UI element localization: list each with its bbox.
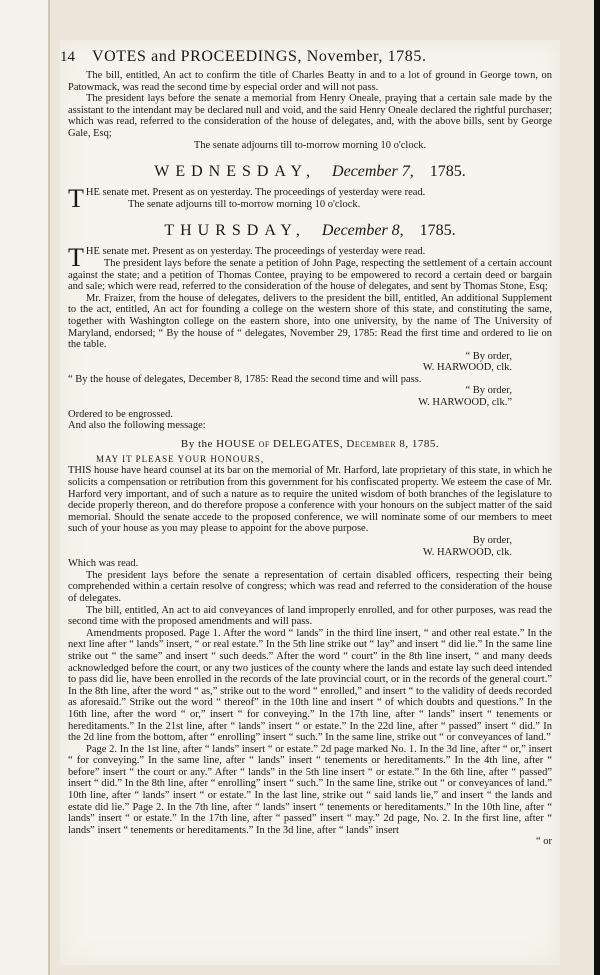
signature-clerk: W. HARWOOD, clk. bbox=[422, 546, 512, 558]
signature-clerk: W. HARWOOD, clk.” bbox=[418, 397, 512, 409]
wednesday-entry bbox=[68, 184, 552, 214]
salutation: MAY IT PLEASE YOUR HONOURS, bbox=[96, 453, 265, 464]
day-heading-thursday bbox=[68, 222, 552, 240]
day-year: 1785. bbox=[429, 163, 466, 181]
message-body: THIS house have heard counsel at its bar on the memorial of Mr. Harford, late proprietary of this state, in which he solicits a compensation or retribution from this government for his confiscated property. We esteem the case of Mr. Harford very important, and of such a nature as to require the united wisdom of both branches of the legislature to decide properly thereon, and do therefore propose a conference with your honours on the subject matter of the said memorial. Should the senate accede to the proposed conference, we will nominate some of our members to meet such of your house as you may please to appoint for the above purpose. bbox=[68, 465, 552, 535]
catchword: “ or bbox=[535, 836, 552, 848]
day-name: WEDNESDAY, bbox=[154, 163, 317, 181]
signature-by-order: By order, bbox=[472, 535, 512, 546]
paragraph: Ordered to be engrossed. bbox=[68, 408, 173, 420]
scan-margin-left bbox=[0, 0, 48, 975]
paragraph: Page 2. In the 1st line, after “ lands” insert “ or estate.” 2d page marked No. 1. In the 3d line, after “ or,” insert “ for conveying.” In the same line, after “ lands” insert “ tenements or hereditaments.” In the 4th line, after “ before” insert “ the court or any.” After “ lands” in the 5th line insert “ or estate.” In the 6th line, after “ passed” insert “ did.” In the 8th line, after “ enrolling” insert “ such.” In the same line, strike out “ or conveyances of land.” 10th line, after “ lands” insert “ or estate.” In the last line, strike out “ said lands lie,” and insert “ the lands and estate did lie.” Page 2. In the 7th line, after “ lands” insert “ tenements or hereditaments.” In the 10th line, after “ lands” insert “ or estate.” In the 17th line, after “ passed” insert “ may.” 2d page, No. 2. In the first line, after “ lands” insert “ tenements or hereditaments.” In the 3d line, after “ lands” insert bbox=[68, 743, 552, 836]
adjournment-line: The senate adjourns till to-morrow morning 10 o'clock. bbox=[193, 139, 427, 151]
message-heading bbox=[68, 438, 552, 450]
signature-by-order: “ By order, bbox=[465, 385, 512, 397]
thursday-entry bbox=[68, 243, 552, 293]
paragraph: Which was read. bbox=[68, 558, 139, 570]
paragraph: The president lays before the senate a representation of certain disabled officers, respecting their being comprehended within a certain resolve of congress; which was read and referred to the consideration of the house of delegates. bbox=[68, 569, 552, 604]
day-name: THURSDAY, bbox=[164, 222, 306, 240]
page-content bbox=[60, 66, 560, 848]
adjournment-line: The senate adjourns till to-morrow morning 10 o'clock. bbox=[128, 198, 361, 210]
message-date: December 8, 1785. bbox=[346, 437, 440, 450]
signature-clerk: W. HARWOOD, clk. bbox=[422, 362, 512, 374]
paragraph: HE senate met. Present as on yesterday. The proceedings of yesterday were read. bbox=[85, 187, 426, 199]
page-header bbox=[60, 48, 560, 66]
paragraph: The president lays before the senate a petition of John Page, respecting the settlement of a certain account against the state; and a petition of Thomas Contee, praying to be empowered to record a certain deed or bargain and sale; which were read, referred to the consideration of the house of delegates, and sent by Thomas Stone, Esq; bbox=[68, 257, 552, 293]
signature-by-order: “ By order, bbox=[465, 350, 512, 362]
paragraph: Mr. Fraizer, from the house of delegates, delivers to the president the bill, entitled, An additional Supplement to the act, entitled, An act for founding a college on the western shore of this state, and constituting the same, together with Washington college on the eastern shore, into one university, by the name of The University of Maryland, endorsed; “ By the house of “ delegates, November 29, 1785: Read the first time and ordered to lie on the table. bbox=[68, 292, 552, 351]
paragraph: “ By the house of delegates, December 8, 1785: Read the second time and will pass. bbox=[68, 373, 422, 385]
running-head: VOTES and PROCEEDINGS, November, 1785. bbox=[92, 48, 427, 65]
drop-cap: T bbox=[68, 243, 84, 273]
paragraph: The president lays before the senate a memorial from Henry Oneale, praying that a certain sale made by the assistant to the intendant may be declared null and void, and the said Henry Oneale declared the rightful purchaser; which was read, referred to the consideration of the house of delegates, and, with the above bills, sent by George Gale, Esq; bbox=[68, 93, 552, 139]
paragraph: The bill, entitled, An act to aid conveyances of land improperly enrolled, and for other purposes, was read the second time with the proposed amendments and will pass. bbox=[68, 604, 552, 628]
day-year: 1785. bbox=[419, 222, 456, 240]
paragraph: And also the following message: bbox=[68, 420, 206, 432]
page-edge bbox=[48, 0, 50, 975]
day-date: December 7, bbox=[332, 163, 414, 181]
scan-margin-right bbox=[594, 0, 600, 975]
paragraph: Amendments proposed. Page 1. After the word “ lands” in the third line insert, “ and other real estate.” In the next line after “ lands” insert, “ or real estate.” In the 5th line strike out “ lay” and insert “ did lie.” In the same line strike out “ the same” and insert “ such deeds.” After the word “ court” in the 8th line insert, “ and many deeds acknowledged before the court, or any two justices of the county where the lands and estate lay such deed intended to pass did lie, have been enrolled in the records of the late provincial court, or in the records of the general court.” In the 8th line, after the word “ as,” strike out to the word “ enrolled,” and insert “ to the validity of deeds recorded as aforesaid.” Strike out the word “ thereof” in the 10th line and insert “ of which doubts and questions.” In the 16th line, after the word “ or,” insert “ for conveying.” In the 17th line, after “ lands” insert “ tenements or hereditaments.” In the 21st line, after “ lands” insert “ or estate.” In the 22d line, after “ passed” insert “ did.” In the 2d line from the bottom, after “ enrolling” insert “ such.” In the same line, strike out “ or conveyances of land.” bbox=[68, 627, 552, 744]
document-page bbox=[60, 40, 560, 965]
paragraph: The bill, entitled, An act to confirm the title of Charles Beatty in and to a lot of ground in George town, on Patowmack, was read the second time by especial order and will not pass. bbox=[68, 70, 552, 93]
day-date: December 8, bbox=[321, 222, 404, 240]
day-heading-wednesday bbox=[68, 163, 552, 181]
message-house: HOUSE of DELEGATES, bbox=[216, 437, 344, 450]
drop-cap: T bbox=[68, 184, 84, 214]
paragraph: HE senate met. Present as on yesterday. The proceedings of yesterday were read. bbox=[85, 246, 426, 258]
message-by: By the bbox=[180, 437, 213, 450]
page-number: 14 bbox=[60, 49, 75, 65]
